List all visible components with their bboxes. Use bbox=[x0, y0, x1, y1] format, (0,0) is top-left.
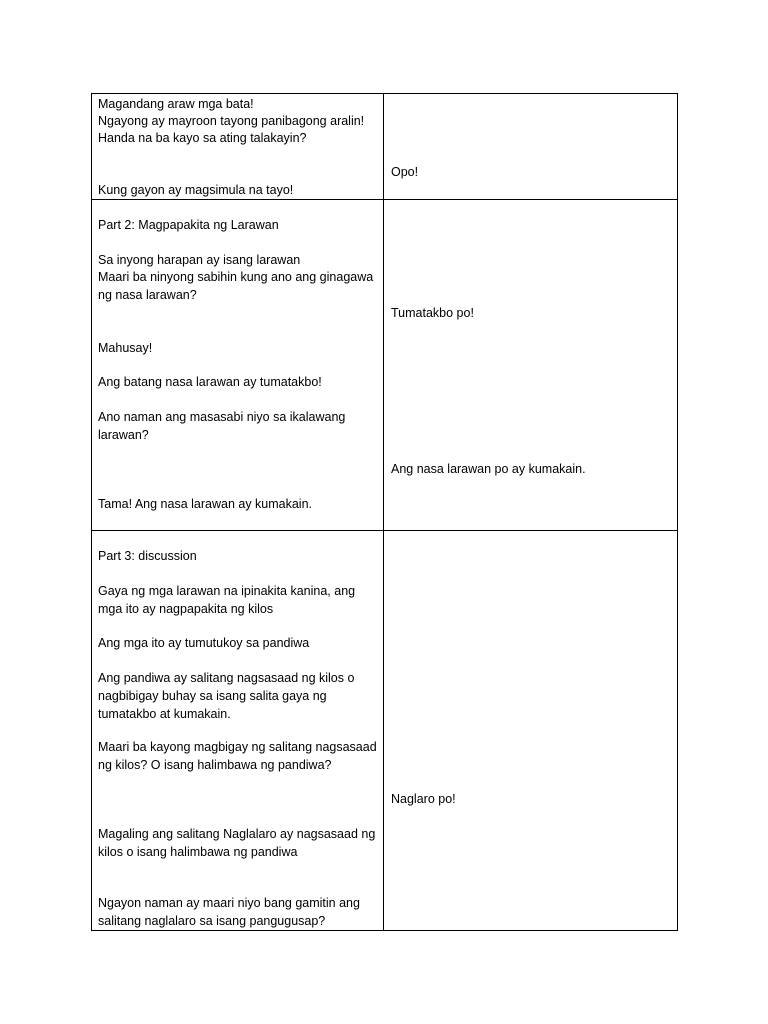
student-response-text: Naglaro po! bbox=[391, 792, 456, 806]
greeting-text: Magandang araw mga bata! bbox=[98, 97, 254, 111]
teacher-line: Maari ba kayong magbigay ng salitang nagsasaad ng kilos? O isang halimbawa ng pandiwa? bbox=[98, 740, 377, 772]
teacher-line: Ang pandiwa ay salitang nagsasaad ng kilos o nagbibigay buhay sa isang salita gaya ng tumatakbo at kumakain. bbox=[98, 671, 355, 721]
teacher-line: Ano naman ang masasabi niyo sa ikalawang larawan? bbox=[98, 410, 346, 442]
student-response-text: Opo! bbox=[391, 165, 419, 179]
teacher-line: Tama! Ang nasa larawan ay kumakain. bbox=[98, 497, 313, 511]
teacher-line: Magaling ang salitang Naglalaro ay nagsasaad ng kilos o isang halimbawa ng pandiwa bbox=[98, 827, 376, 859]
table-row bbox=[92, 94, 677, 200]
student-response-cell bbox=[384, 531, 677, 930]
teacher-line: Ngayon naman ay maari niyo bang gamitin ang salitang naglalaro sa isang pangugusap? bbox=[98, 896, 360, 928]
table-row bbox=[92, 200, 677, 531]
table-row bbox=[92, 531, 677, 930]
student-response-text: Ang nasa larawan po ay kumakain. bbox=[391, 462, 586, 476]
part-heading: Part 3: discussion bbox=[98, 549, 197, 563]
teacher-line: Maari ba ninyong sabihin kung ano ang ginagawa ng nasa larawan? bbox=[98, 270, 374, 302]
teacher-activity-cell bbox=[92, 531, 384, 930]
teacher-line: Sa inyong harapan ay isang larawan bbox=[98, 253, 301, 267]
new-lesson-text: Ngayong ay mayroon tayong panibagong aralin! bbox=[98, 114, 365, 128]
teacher-line: Ang batang nasa larawan ay tumatakbo! bbox=[98, 375, 322, 389]
lesson-plan-table bbox=[91, 93, 678, 931]
teacher-line: Gaya ng mga larawan na ipinakita kanina, ang mga ito ay nagpapakita ng kilos bbox=[98, 584, 356, 616]
teacher-line: Mahusay! bbox=[98, 341, 153, 355]
part-heading: Part 2: Magpapakita ng Larawan bbox=[98, 218, 279, 232]
student-response-cell bbox=[384, 200, 677, 530]
student-response-cell bbox=[384, 94, 677, 199]
start-text: Kung gayon ay magsimula na tayo! bbox=[98, 183, 294, 197]
student-response-text: Tumatakbo po! bbox=[391, 306, 474, 320]
ready-question-text: Handa na ba kayo sa ating talakayin? bbox=[98, 131, 307, 145]
teacher-line: Ang mga ito ay tumutukoy sa pandiwa bbox=[98, 636, 310, 650]
teacher-activity-cell bbox=[92, 94, 384, 199]
teacher-activity-cell bbox=[92, 200, 384, 530]
